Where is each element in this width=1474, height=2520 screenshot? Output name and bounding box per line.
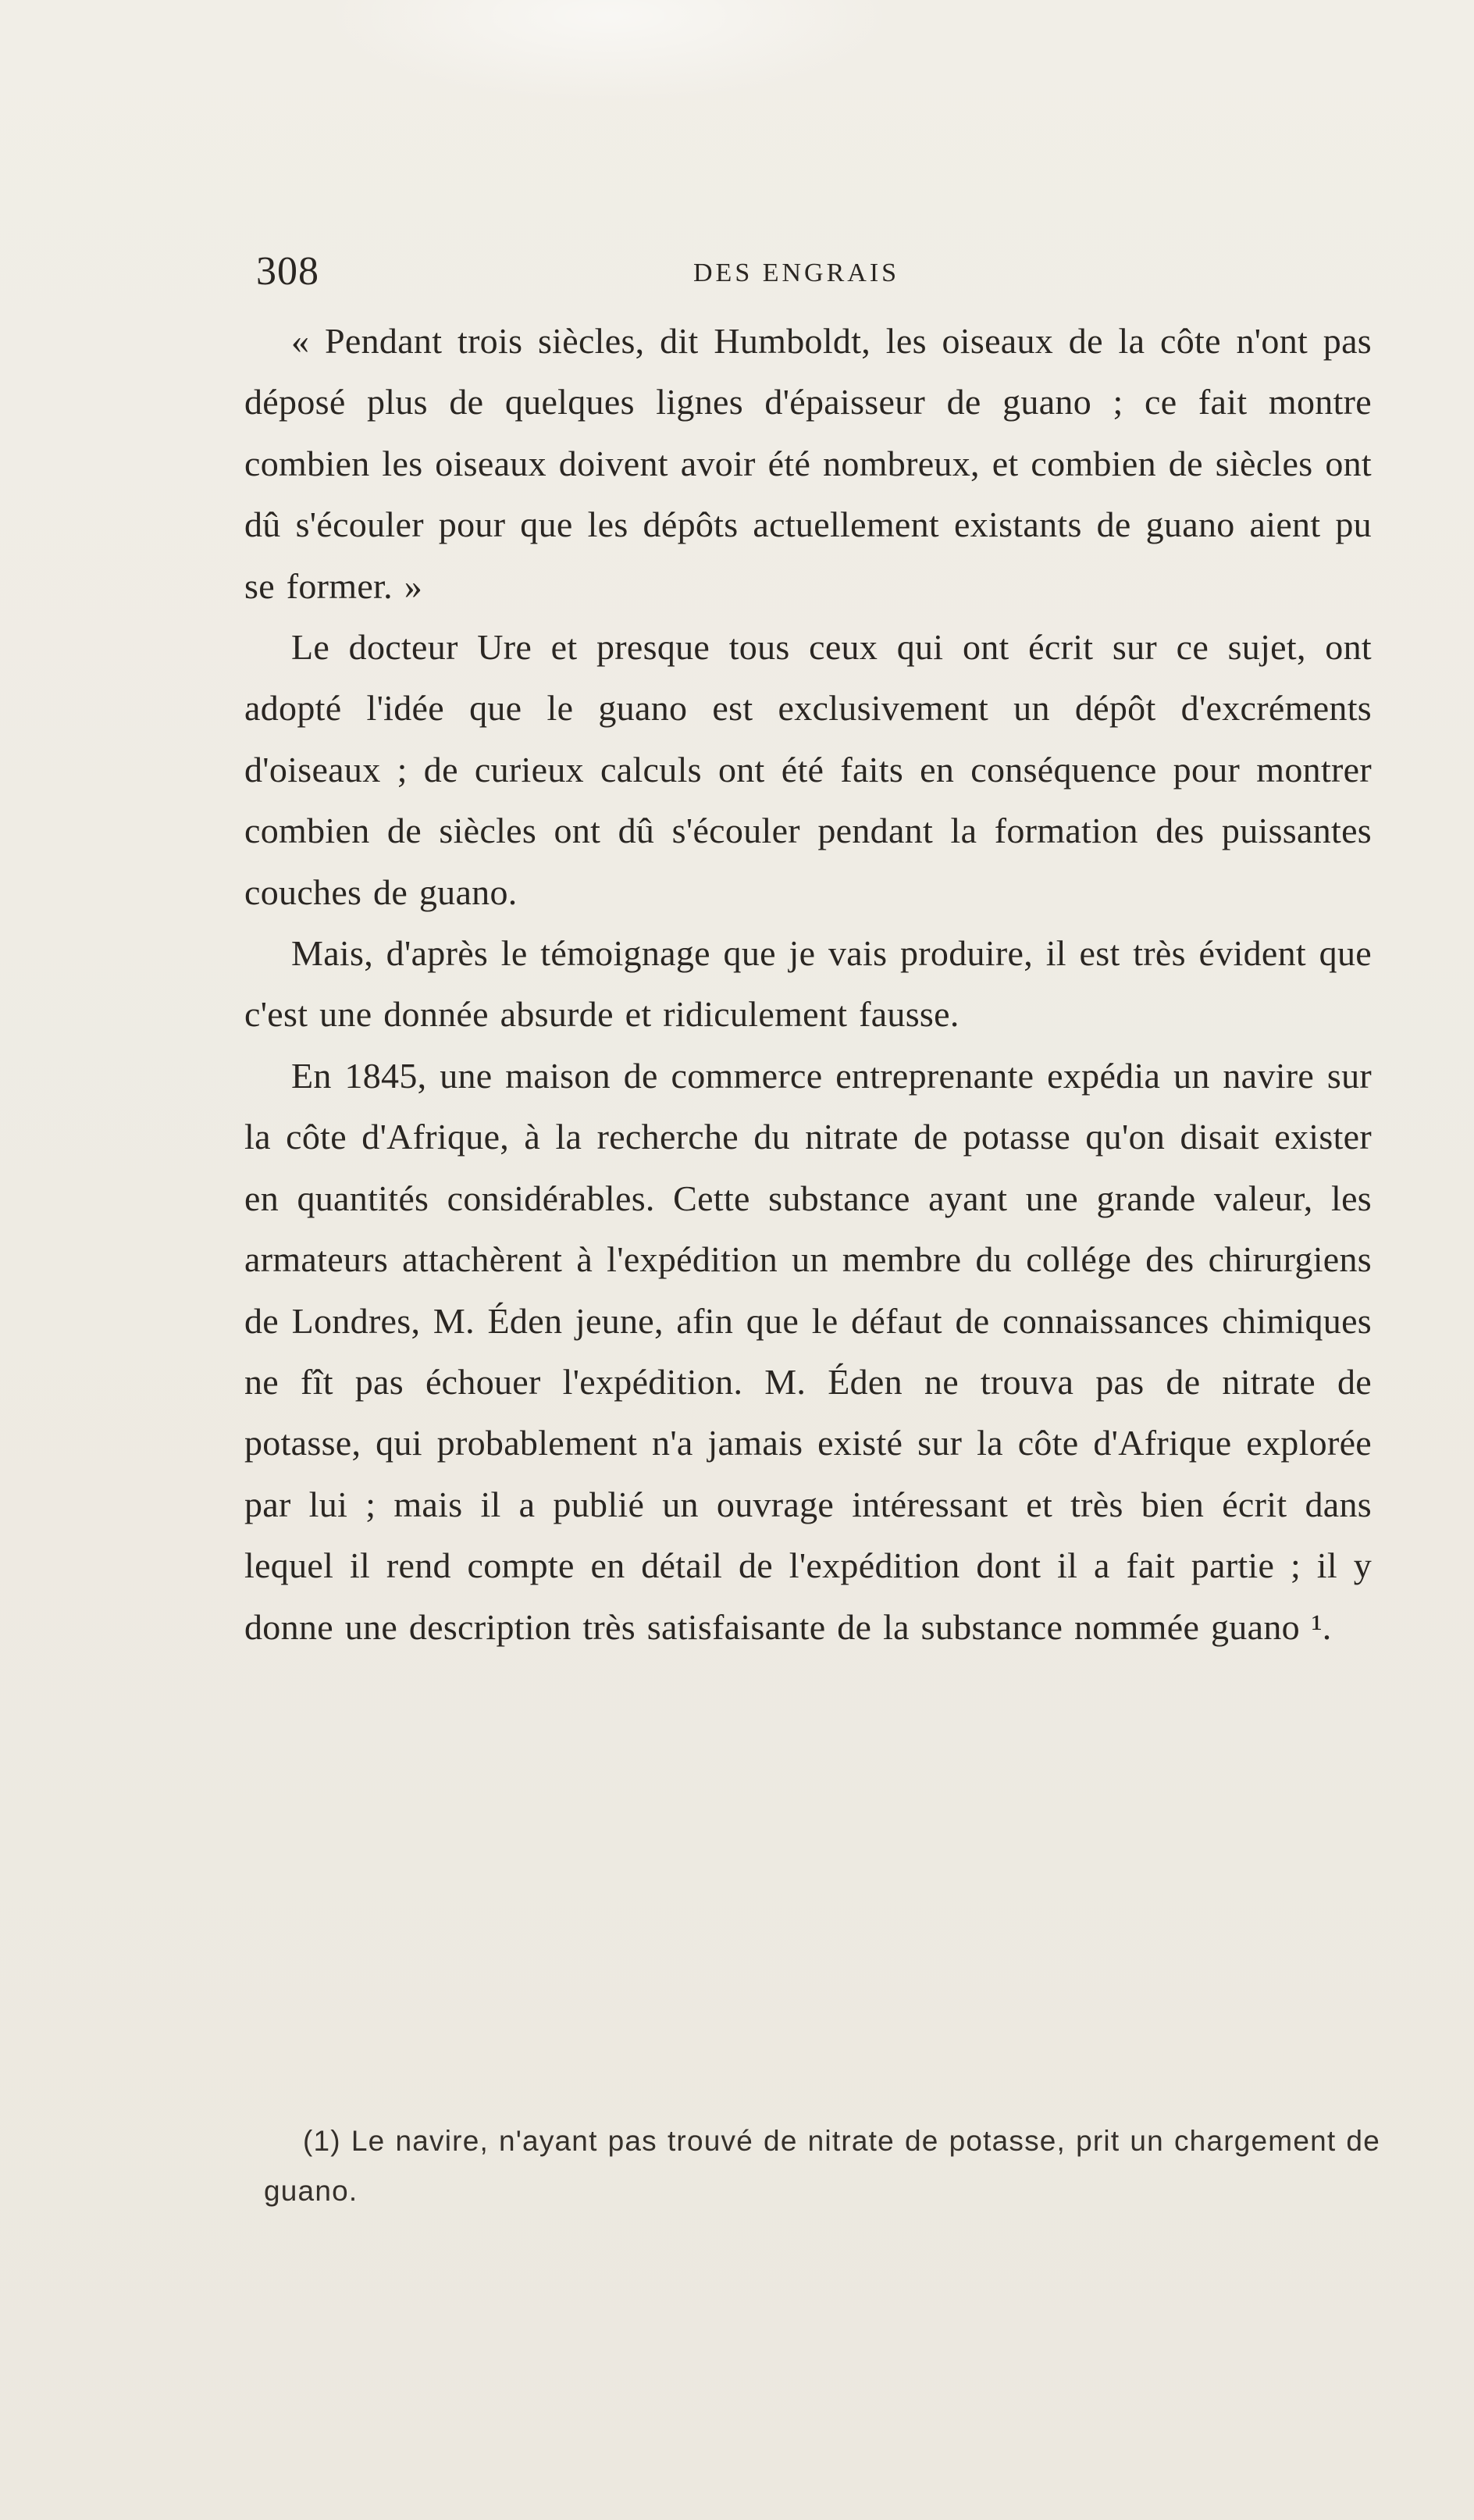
paragraph-expedition-1845: En 1845, une maison de commerce entreprenante expédia un navire sur la côte d'Afrique, à la recherche du nitrate de potasse qu'on disait exister en quantités considérables. Cette substance ayant une grande valeur, les armateurs attachèrent à l'expédition un membre du collége des chirurgiens de Londres, M. Éden jeune, afin que le défaut de connaissances chimiques ne fît pas échouer l'expédition. M. Éden ne trouva pas de nitrate de potasse, qui probablement n'a jamais existé sur la côte d'Afrique explorée par lui ; mais il a publié un ouvrage intéressant et très bien écrit dans lequel il rend compte en détail de l'expédition dont il a fait partie ; il y donne une description très satisfaisante de la substance nommée guano ¹.	[244, 1055, 1372, 1647]
body-text	[244, 311, 1372, 1658]
paragraph-docteur-ure: Le docteur Ure et presque tous ceux qui ont écrit sur ce sujet, ont adopté l'idée que le guano est exclusivement un dépôt d'excréments d'oiseaux ; de curieux calculs ont été faits en conséquence pour montrer combien de siècles ont dû s'écouler pendant la formation des puissantes couches de guano.	[244, 627, 1372, 912]
paragraph-humboldt-quote: « Pendant trois siècles, dit Humboldt, les oiseaux de la côte n'ont pas déposé plus de quelques lignes d'épaisseur de guano ; ce fait montre combien les oiseaux doivent avoir été nombreux, et combien de siècles ont dû s'écouler pour que les dépôts actuellement existants de guano aient pu se former. »	[244, 321, 1372, 606]
page-number: 308	[256, 249, 319, 294]
footnote-text: (1) Le navire, n'ayant pas trouvé de nitrate de potasse, prit un chargement de guano.	[264, 2125, 1380, 2207]
running-head-title: DES ENGRAIS	[693, 258, 900, 287]
running-head	[256, 248, 1380, 295]
paragraph-temoignage: Mais, d'après le témoignage que je vais produire, il est très évident que c'est une donnée absurde et ridiculement fausse.	[244, 933, 1372, 1035]
footnote	[264, 2116, 1380, 2216]
